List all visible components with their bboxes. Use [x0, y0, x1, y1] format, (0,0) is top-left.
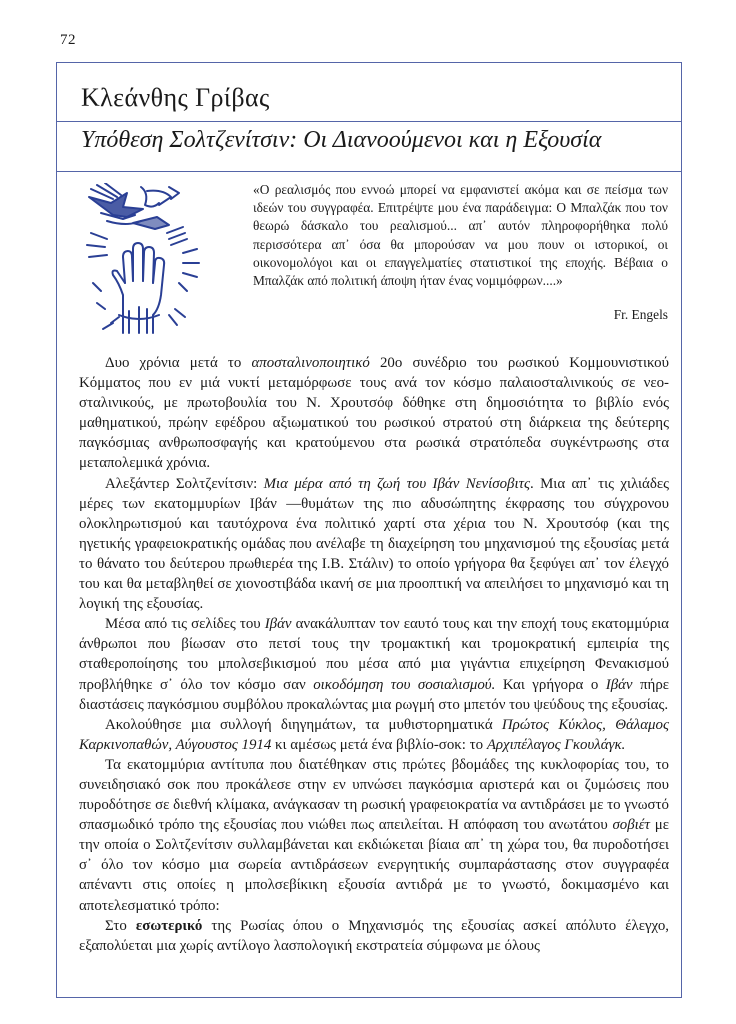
- epigraph-quote: «Ο ρεαλισμός που εννοώ μπορεί να εμφανιστεί ακόμα και σε πείσμα των ιδεών του συγγραφέα. Επιτρέψτε μου ένα παράδειγμα: Ο Μπαλζάκ που τον θεωρώ δάσκαλο του ρεαλισμού... απ᾽ αυτόν πληροφορήθηκα πολύ περισσότερα απ᾽ όσα θα μπορούσαν να μου πουν οι ιστορικοί, οι οικονομολόγοι και οι επαγγελματίες στατιστικοί της εποχής. Βέβαια ο Μπαλζάκ από πολιτική άποψη ήταν ένας νομιμόφρων....»: [253, 182, 668, 289]
- article-title: Υπόθεση Σολτζενίτσιν: Οι Διανοούμενοι και η Εξουσία: [81, 127, 602, 153]
- article-frame: [56, 62, 682, 998]
- dove-and-hand-illustration: [83, 183, 203, 335]
- paragraph: Δυο χρόνια μετά το αποσταλινοποιητικό 20ο συνέδριο του ρωσικού Κομμουνιστικού Κόμματος που εν μιά νυκτί μεταμόρφωσε τους ανά τον κόσμο παλαιοσταλινικούς σε νεο-σταλινικούς, με πρωτοβουλία του Ν. Χρουτσόφ δόθηκε στη δημοσιότητα το βιβλίο ενός μαθηματικού, πρώην εφέδρου αξιωματικού του ρωσικού στρατού στη διάρκεια της δεύτερης παγκόσμιας ανθρωποσφαγής και κρατούμενου στα ρωσικά στρατόπεδα συγκέντρωσης στα μεταπολεμικά χρόνια.: [79, 355, 669, 472]
- page-number: 72: [60, 32, 76, 48]
- paragraph: Στο εσωτερικό της Ρωσίας όπου ο Μηχανισμός της εξουσίας ασκεί απόλυτο έλεγχο, εξαπολύεται μια χωρίς αντίλογο λασπολογική εκστρατεία σύμφωνα με όλους: [79, 917, 669, 954]
- paragraph: Μέσα από τις σελίδες του Ιβάν ανακάλυπταν τον εαυτό τους και την εποχή τους εκατομμύρια άνθρωποι που βίωσαν στο πετσί τους την τρομακτική και τρομοκρατική εμπειρία της σταθεροποίησης του μπολσεβικισμού που μέσα από μια γιγάντια επιχείρηση Φενακισμού προβλήθηκε σ᾽ όλο τον κόσμο σαν οικοδόμηση του σοσιαλισμού. Και γρήγορα ο Ιβάν πήρε διαστάσεις παγκόσμιου συμβόλου προκαλώντας μια ρωγμή στο μπετόν του ψεύδους της εξουσίας.: [79, 616, 669, 713]
- paragraph: Αλεξάντερ Σολτζενίτσιν: Μια μέρα από τη ζωή του Ιβάν Νενίσοβιτς. Μια απ᾽ τις χιλιάδες μέρες των εκατομμυρίων Ιβάν —θυμάτων της πιο αδυσώπητης έκφρασης του σύγχρονου ολοκληρωτισμού και ταυτόχρονα ένα πολιτικό χαρτί στα χέρια του Ν. Χρουτσόφ (και της ηγετικής γραφειοκρατικής ομάδας που ανέλαβε τη διαχείρηση του μηχανισμού της εξουσίας μετά το θάνατο του δεύτερου πρωθιερέα της Ι.Β. Στάλιν) το οποίο γρήγορα θα ξεφύγει απ᾽ τον έλεγχό του και θα μεταβληθεί σε χιονοστιβάδα ικανή σε μια προοπτική να απειλήσει το μηχανισμό και τη λογική της εξουσίας.: [79, 475, 669, 613]
- paragraph: Ακολούθησε μια συλλογή διηγημάτων, τα μυθιστορηματικά Πρώτος Κύκλος, Θάλαμος Καρκινοπαθών, Αύγουστος 1914 κι αμέσως μετά ένα βιβλίο-σοκ: το Αρχιπέλαγος Γκουλάγκ.: [79, 716, 669, 753]
- paragraph: Τα εκατομμύρια αντίτυπα που διατέθηκαν στις πρώτες βδομάδες της κυκλοφορίας του, το συνειδησιακό σοκ που προκάλεσε στην εν υπνώσει παγκόσμια αριστερά και οι ζυμώσεις που πυροδότησε σε διεθνή κλίμακα, ανάγκασαν τη ρωσική γραφειοκρατία να αντιδράσει με το γνωστό σπασμωδικό τρόπο της εξουσίας που νιώθει πως απειλείται. Η απόφαση του ανωτάτου σοβιέτ με την οποία ο Σολτζενίτσιν συλλαμβάνεται και εκδιώκεται βίαια απ᾽ τη χώρα του, θα πυροδοτήσει σ᾽ όλο τον κόσμο μια σωρεία αντιδράσεων ενεργητικής συμπαράστασης στον συγγραφέα απέναντι στις οποίες η μπολσεβίκικη εξουσία αντιδρά με το γνωστό, δοκιμασμένο και αποτελεσματικό τρόπο:: [79, 756, 669, 914]
- header-divider: [57, 121, 681, 122]
- author-name: Κλεάνθης Γρίβας: [81, 83, 270, 112]
- article-header: [57, 63, 681, 172]
- epigraph-attribution: Fr. Engels: [613, 307, 668, 322]
- dove-and-hand-icon: [83, 183, 203, 335]
- article-body: [79, 353, 669, 956]
